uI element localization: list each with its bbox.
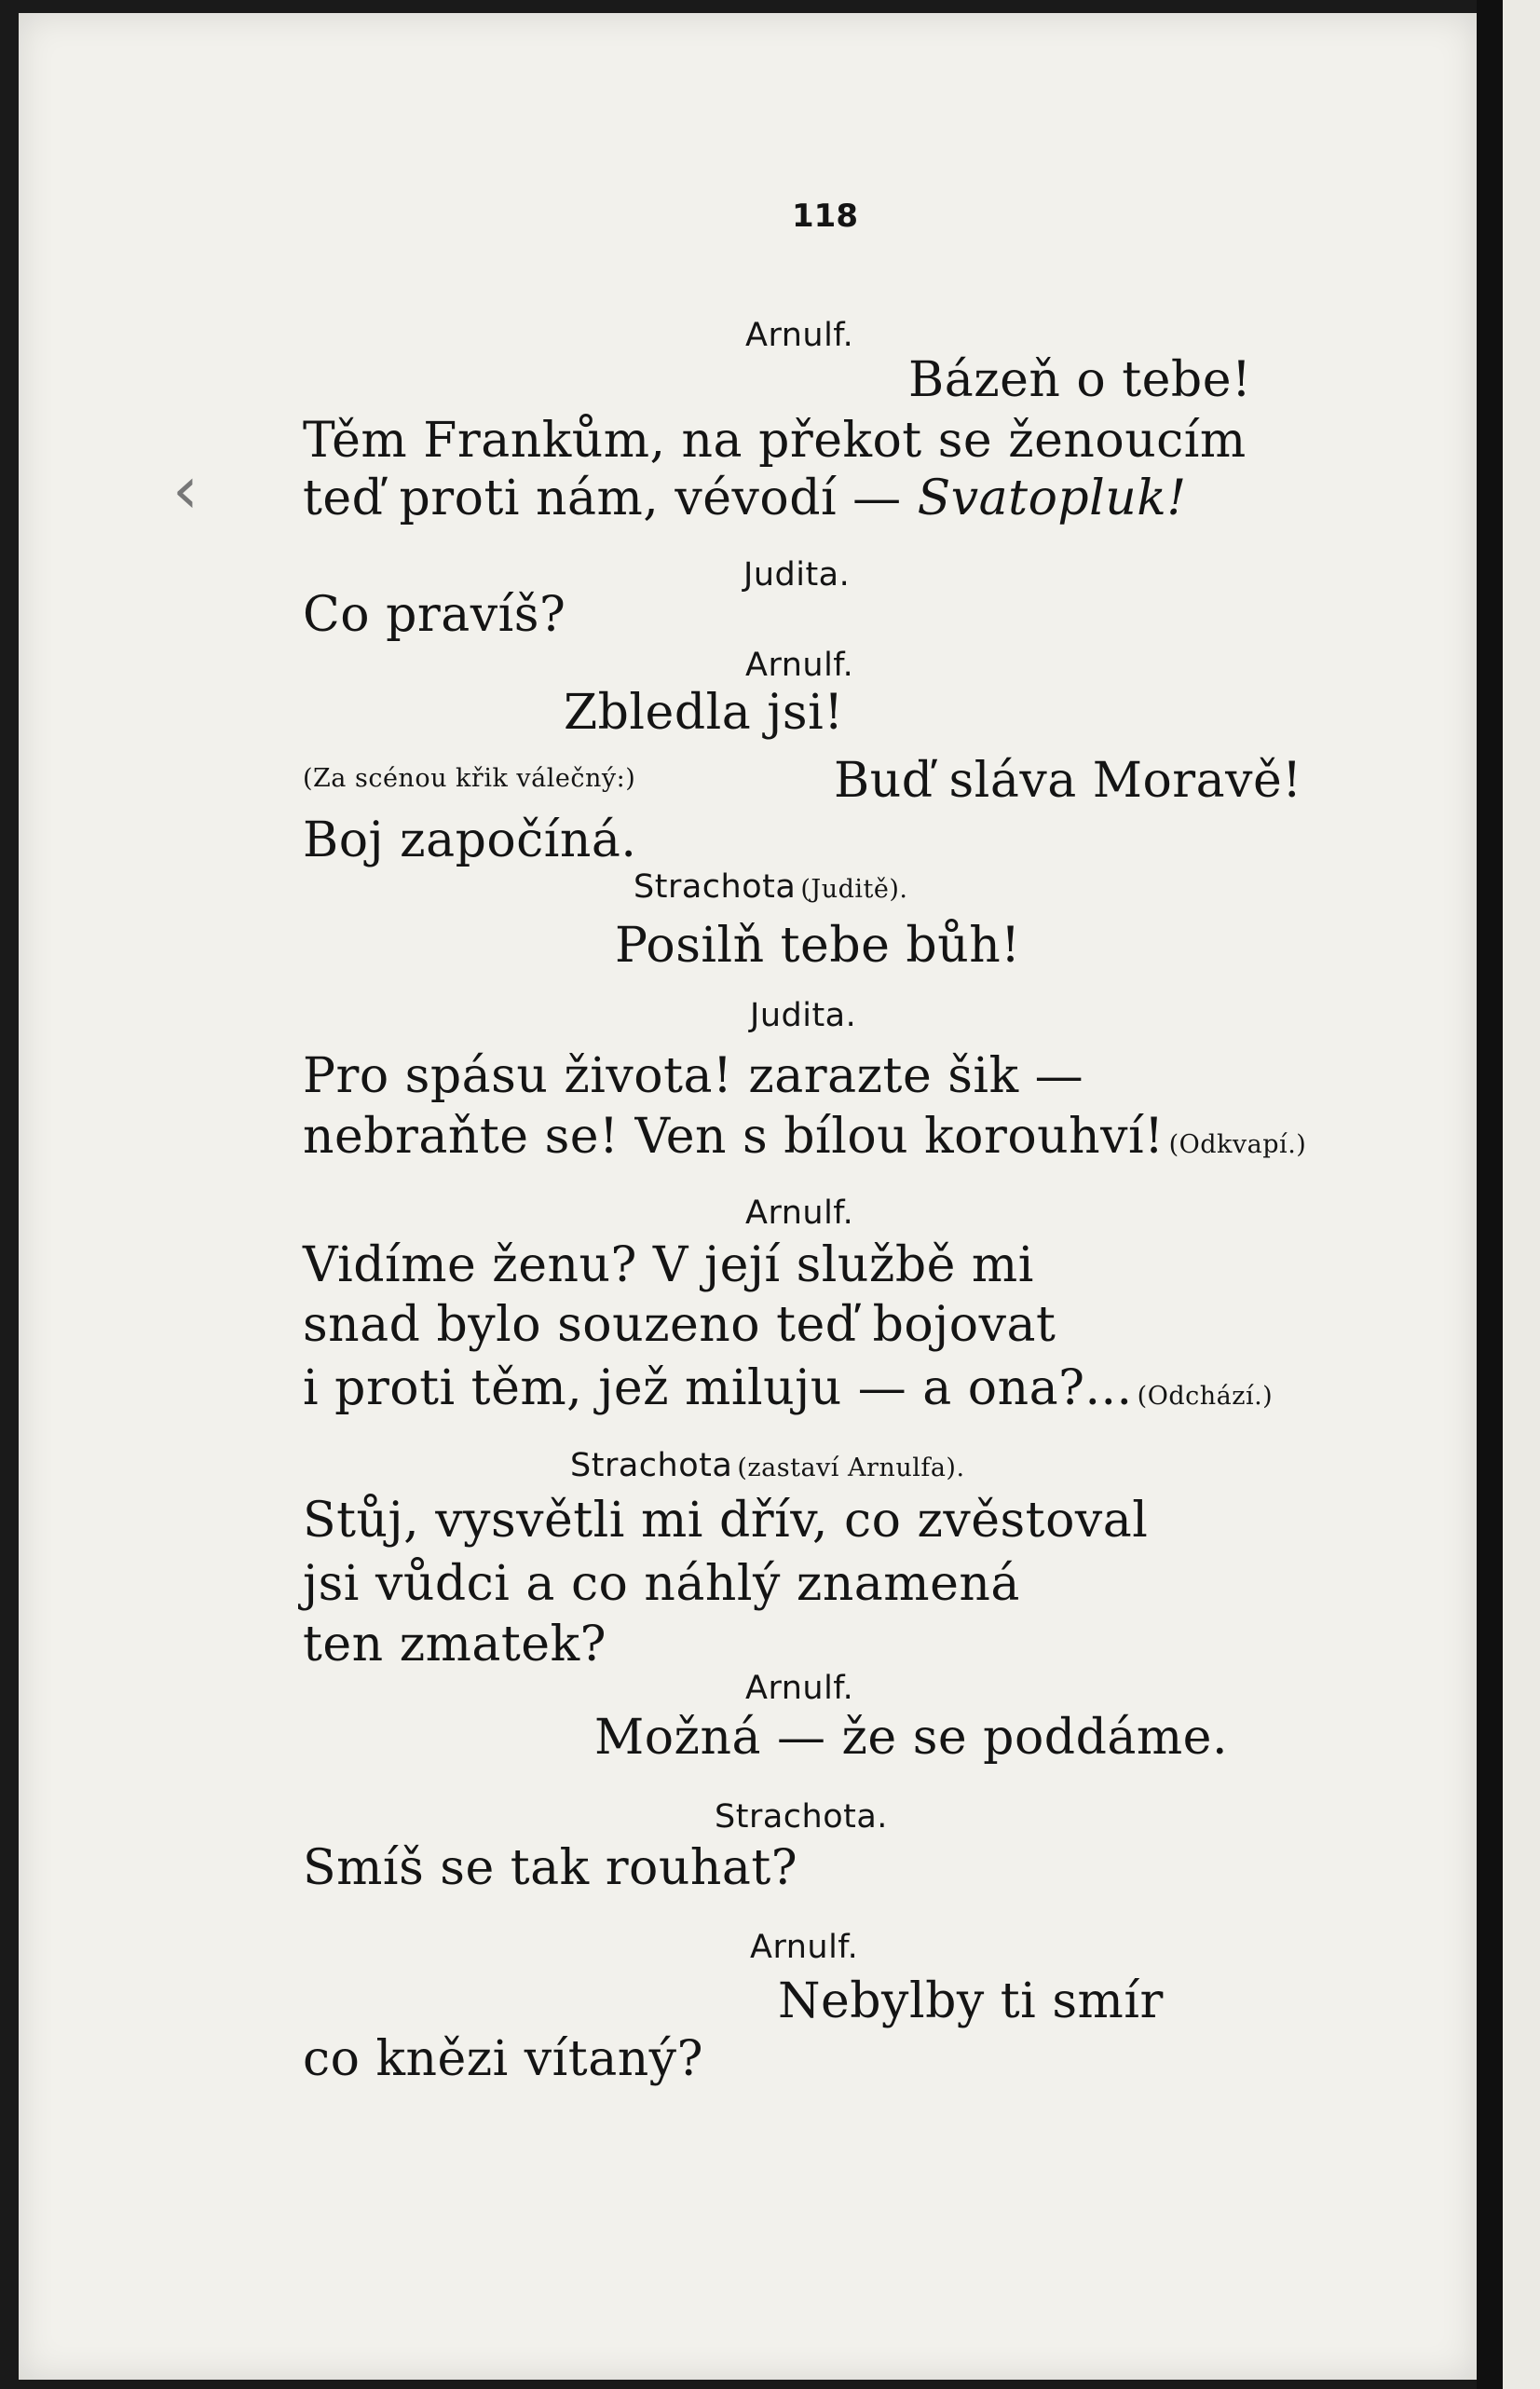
verse-line: Stůj, vysvětli mi dřív, co zvěstoval [303,1493,1149,1549]
verse-line: snad bylo souzeno teď bojovat [303,1297,1056,1353]
stage-direction: (Odchází.) [1137,1382,1274,1411]
verse-line: Co pravíš? [303,587,566,643]
verse-line: Buď sláva Moravě! [834,753,1302,809]
speaker-arnulf: Arnulf. [745,317,854,354]
verse-line [303,1360,1273,1416]
verse-text: teď proti nám, vévodí — [303,471,902,526]
speaker-judita: Judita. [743,556,851,594]
verse-line: co knězi vítaný? [303,2031,703,2087]
verse-line: ten zmatek? [303,1617,606,1672]
stage-direction: (Juditě). [800,875,908,904]
verse-line: Možná — že se poddáme. [594,1710,1228,1766]
speaker-line [634,868,908,906]
verse-text: nebraňte se! Ven s bílou korouhví! [303,1109,1165,1165]
verse-line: Posilň tebe bůh! [615,918,1021,974]
speaker-strachota: Strachota [570,1447,733,1484]
verse-line: Nebylby ti smír [778,1973,1164,2029]
speaker-arnulf: Arnulf. [745,1194,854,1232]
stage-direction: (Za scénou křik válečný:) [303,764,636,793]
verse-line: Pro spásu života! zarazte šik — [303,1048,1084,1104]
speaker-arnulf: Arnulf. [750,1929,859,1966]
speaker-judita: Judita. [750,997,857,1034]
next-page-edge [1503,0,1540,2389]
verse-line [303,1109,1306,1165]
speaker-line [570,1447,965,1484]
speaker-arnulf: Arnulf. [745,647,854,684]
verse-italic-name: Svatopluk! [917,471,1187,526]
verse-line: Těm Frankům, na překot se ženoucím [303,413,1247,469]
page-number: 118 [792,198,858,235]
stage-direction: (Odkvapí.) [1168,1130,1307,1159]
verse-line: jsi vůdci a co náhlý znamená [303,1556,1020,1612]
stage-direction: (zastaví Arnulfa). [737,1454,965,1482]
speaker-arnulf: Arnulf. [745,1670,854,1707]
verse-line: Boj započíná. [303,812,637,868]
verse-line: Zbledla jsi! [564,685,844,741]
page-gutter [1477,0,1503,2389]
speaker-strachota: Strachota [634,868,797,906]
verse-text: i proti těm, jež miluju — a ona?... [303,1360,1133,1416]
verse-line: Bázeň o tebe! [908,352,1252,408]
speaker-strachota: Strachota. [715,1798,888,1836]
margin-bracket-mark: ‹ [172,452,198,528]
verse-line [303,471,1187,526]
verse-line: Vidíme ženu? V její službě mi [303,1237,1034,1293]
verse-line: Smíš se tak rouhat? [303,1840,798,1896]
